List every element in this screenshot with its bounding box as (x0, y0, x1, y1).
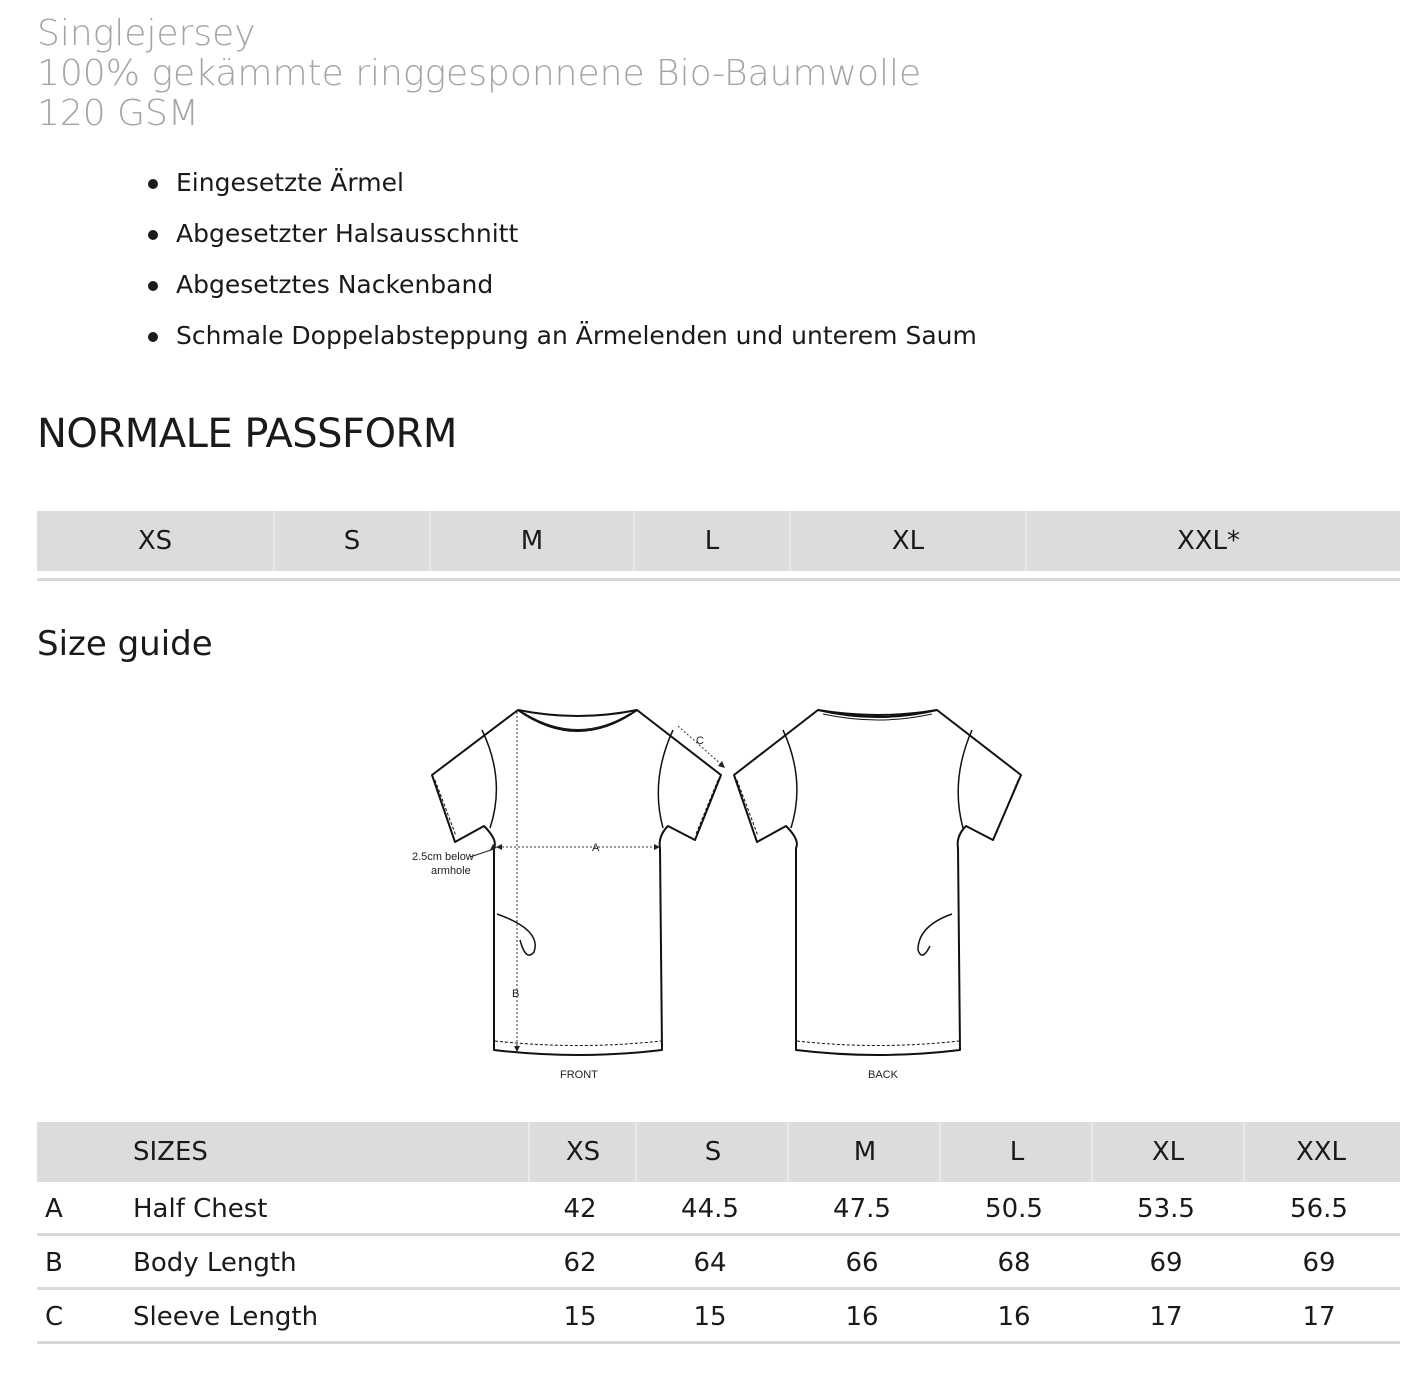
cell-value: 50.5 (985, 1194, 1043, 1224)
row-key: C (45, 1302, 64, 1332)
column-header-m: M (853, 1137, 877, 1167)
cell-value: 69 (1149, 1248, 1183, 1278)
cell-value: 17 (1302, 1302, 1336, 1332)
cell-value: 56.5 (1290, 1194, 1348, 1224)
column-divider (939, 1122, 941, 1182)
size-strip-xl: XL (891, 526, 925, 556)
column-divider (1243, 1122, 1245, 1182)
table-row-sleeve-length (37, 1290, 1400, 1344)
size-strip-xxl: XXL* (1176, 526, 1241, 556)
fabric-header (37, 14, 1237, 134)
front-label: FRONT (560, 1069, 598, 1081)
tshirt-diagram (400, 700, 1040, 1090)
column-header-s: S (704, 1137, 722, 1167)
strip-divider (37, 578, 1400, 581)
column-divider (1091, 1122, 1093, 1182)
size-strip-xs: XS (137, 526, 173, 556)
armhole-note-line2: armhole (431, 865, 471, 877)
bullet-icon (148, 281, 158, 291)
column-divider (787, 1122, 789, 1182)
feature-item: Abgesetzter Halsausschnitt (146, 219, 977, 270)
column-divider (635, 1122, 637, 1182)
cell-value: 66 (845, 1248, 879, 1278)
cell-value: 15 (563, 1302, 597, 1332)
cell-value: 16 (997, 1302, 1031, 1332)
cell-value: 17 (1149, 1302, 1183, 1332)
column-header-l: L (1009, 1137, 1025, 1167)
table-row-body-length (37, 1236, 1400, 1290)
marker-c: C (696, 735, 704, 747)
marker-b: B (512, 988, 520, 1000)
arrow-c-icon (718, 761, 725, 768)
cell-value: 44.5 (681, 1194, 739, 1224)
back-label: BACK (868, 1069, 898, 1081)
size-strip-s: S (343, 526, 361, 556)
bullet-icon (148, 332, 158, 342)
cell-value: 53.5 (1137, 1194, 1195, 1224)
feature-list (146, 168, 977, 372)
bullet-icon (148, 230, 158, 240)
cell-value: 69 (1302, 1248, 1336, 1278)
cell-value: 47.5 (833, 1194, 891, 1224)
fabric-weight: 120 GSM (37, 93, 199, 134)
table-row-half-chest (37, 1182, 1400, 1236)
feature-item: Schmale Doppelabsteppung an Ärmelenden und unterem Saum (146, 321, 977, 372)
cell-value: 42 (563, 1194, 597, 1224)
fit-title: NORMALE PASSFORM (37, 411, 457, 457)
row-label: Half Chest (133, 1194, 268, 1224)
marker-a: A (592, 842, 600, 854)
column-header-xs: XS (565, 1137, 601, 1167)
armhole-note-line1: 2.5cm below (412, 851, 474, 863)
measurement-table-header (37, 1122, 1400, 1182)
back-shirt-outline (734, 710, 1021, 1055)
feature-item: Abgesetztes Nackenband (146, 270, 977, 321)
column-header-xxl: XXL (1295, 1137, 1347, 1167)
cell-value: 15 (693, 1302, 727, 1332)
cell-value: 62 (563, 1248, 597, 1278)
fabric-type: Singlejersey (37, 13, 256, 54)
size-strip-l: L (704, 526, 720, 556)
column-header-xl: XL (1151, 1137, 1185, 1167)
cell-value: 16 (845, 1302, 879, 1332)
fabric-composition: 100% gekämmte ringgesponnene Bio-Baumwolle (37, 53, 922, 94)
cell-value: 68 (997, 1248, 1031, 1278)
cell-value: 64 (693, 1248, 727, 1278)
feature-item: Eingesetzte Ärmel (146, 168, 977, 219)
bullet-icon (148, 179, 158, 189)
arrow-a-left-icon (496, 844, 502, 850)
row-key: A (45, 1194, 63, 1224)
row-key: B (45, 1248, 63, 1278)
measurement-table (37, 1122, 1400, 1344)
row-label: Body Length (133, 1248, 297, 1278)
size-guide-title: Size guide (37, 624, 213, 664)
front-shirt-outline (432, 710, 721, 1055)
size-strip (37, 511, 1400, 571)
size-strip-m: M (520, 526, 544, 556)
row-label: Sleeve Length (133, 1302, 319, 1332)
arrow-b-bottom-icon (514, 1046, 520, 1052)
sizes-header: SIZES (133, 1137, 208, 1167)
